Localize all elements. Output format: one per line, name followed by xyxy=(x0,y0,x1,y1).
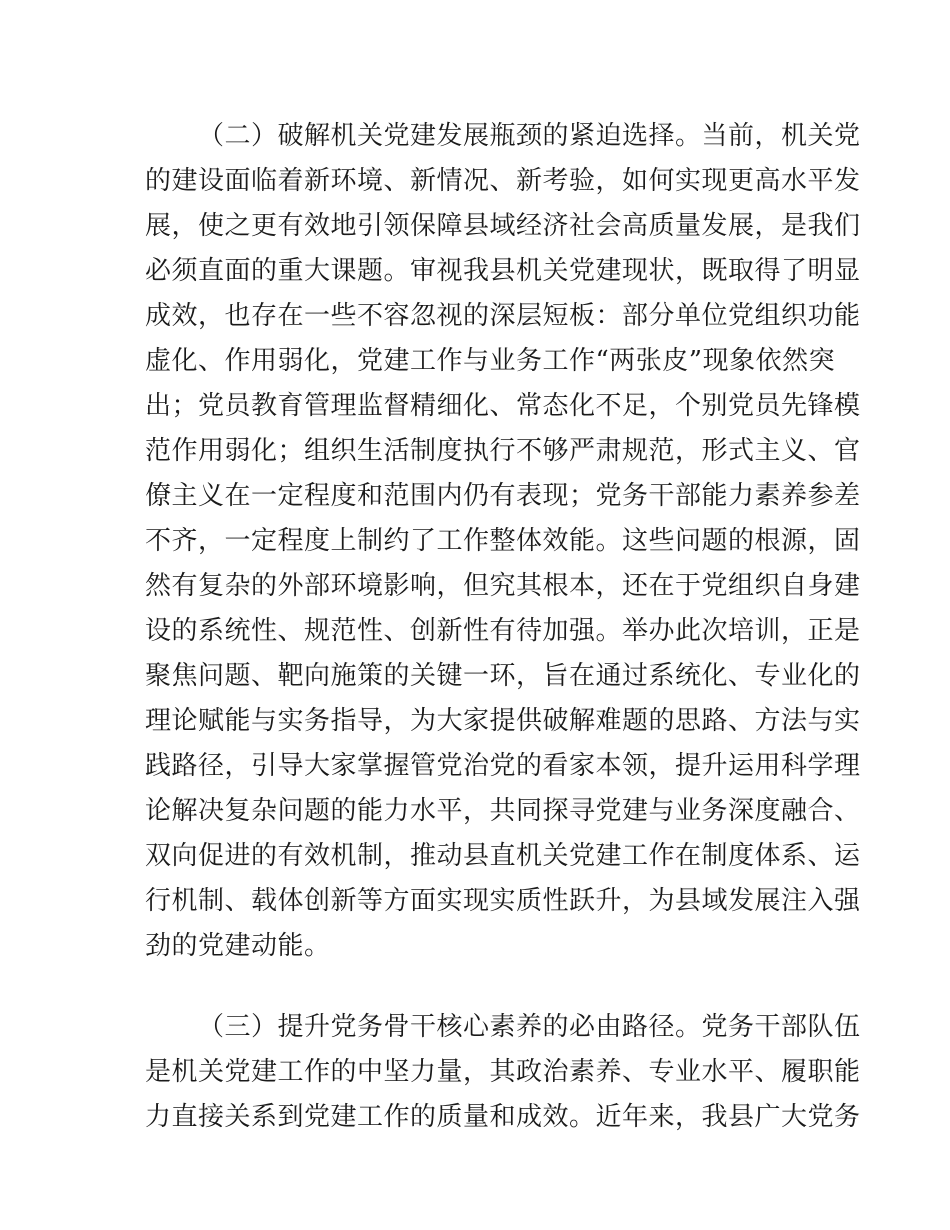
text-line: 的建设面临着新环境、新情况、新考验，如何实现更高水平发 xyxy=(145,166,861,196)
text-line: 力直接关系到党建工作的质量和成效。近年来，我县广大党务 xyxy=(145,1102,861,1132)
text-line: 理论赋能与实务指导，为大家提供破解难题的思路、方法与实 xyxy=(145,706,861,736)
text-line: 展，使之更有效地引领保障县域经济社会高质量发展，是我们 xyxy=(145,211,861,241)
text-line: 论解决复杂问题的能力水平，共同探寻党建与业务深度融合、 xyxy=(145,796,861,826)
text-line: （三）提升党务骨干核心素养的必由路径。党务干部队伍 xyxy=(198,1012,861,1042)
text-line: 出；党员教育管理监督精细化、常态化不足，个别党员先锋模 xyxy=(145,391,861,421)
text-line: 行机制、载体创新等方面实现实质性跃升，为县域发展注入强 xyxy=(145,886,861,916)
text-line: 必须直面的重大课题。审视我县机关党建现状，既取得了明显 xyxy=(145,256,861,286)
text-line: 范作用弱化；组织生活制度执行不够严肃规范，形式主义、官 xyxy=(145,436,861,466)
text-line: 设的系统性、规范性、创新性有待加强。举办此次培训，正是 xyxy=(145,616,861,646)
text-line: 然有复杂的外部环境影响，但究其根本，还在于党组织自身建 xyxy=(145,571,861,601)
text-line: 践路径，引导大家掌握管党治党的看家本领，提升运用科学理 xyxy=(145,751,861,781)
text-line: 双向促进的有效机制，推动县直机关党建工作在制度体系、运 xyxy=(145,841,861,871)
text-line: 聚焦问题、靶向施策的关键一环，旨在通过系统化、专业化的 xyxy=(145,661,861,691)
text-line: 不齐，一定程度上制约了工作整体效能。这些问题的根源，固 xyxy=(145,526,861,556)
text-line: 僚主义在一定程度和范围内仍有表现；党务干部能力素养参差 xyxy=(145,481,861,511)
text-line: 劲的党建动能。 xyxy=(145,931,331,961)
text-line: 是机关党建工作的中坚力量，其政治素养、专业水平、履职能 xyxy=(145,1057,861,1087)
text-line: 虚化、作用弱化，党建工作与业务工作“两张皮”现象依然突 xyxy=(145,346,836,376)
text-line: 成效，也存在一些不容忽视的深层短板：部分单位党组织功能 xyxy=(145,301,861,331)
text-line: （二）破解机关党建发展瓶颈的紧迫选择。当前，机关党 xyxy=(198,121,861,151)
